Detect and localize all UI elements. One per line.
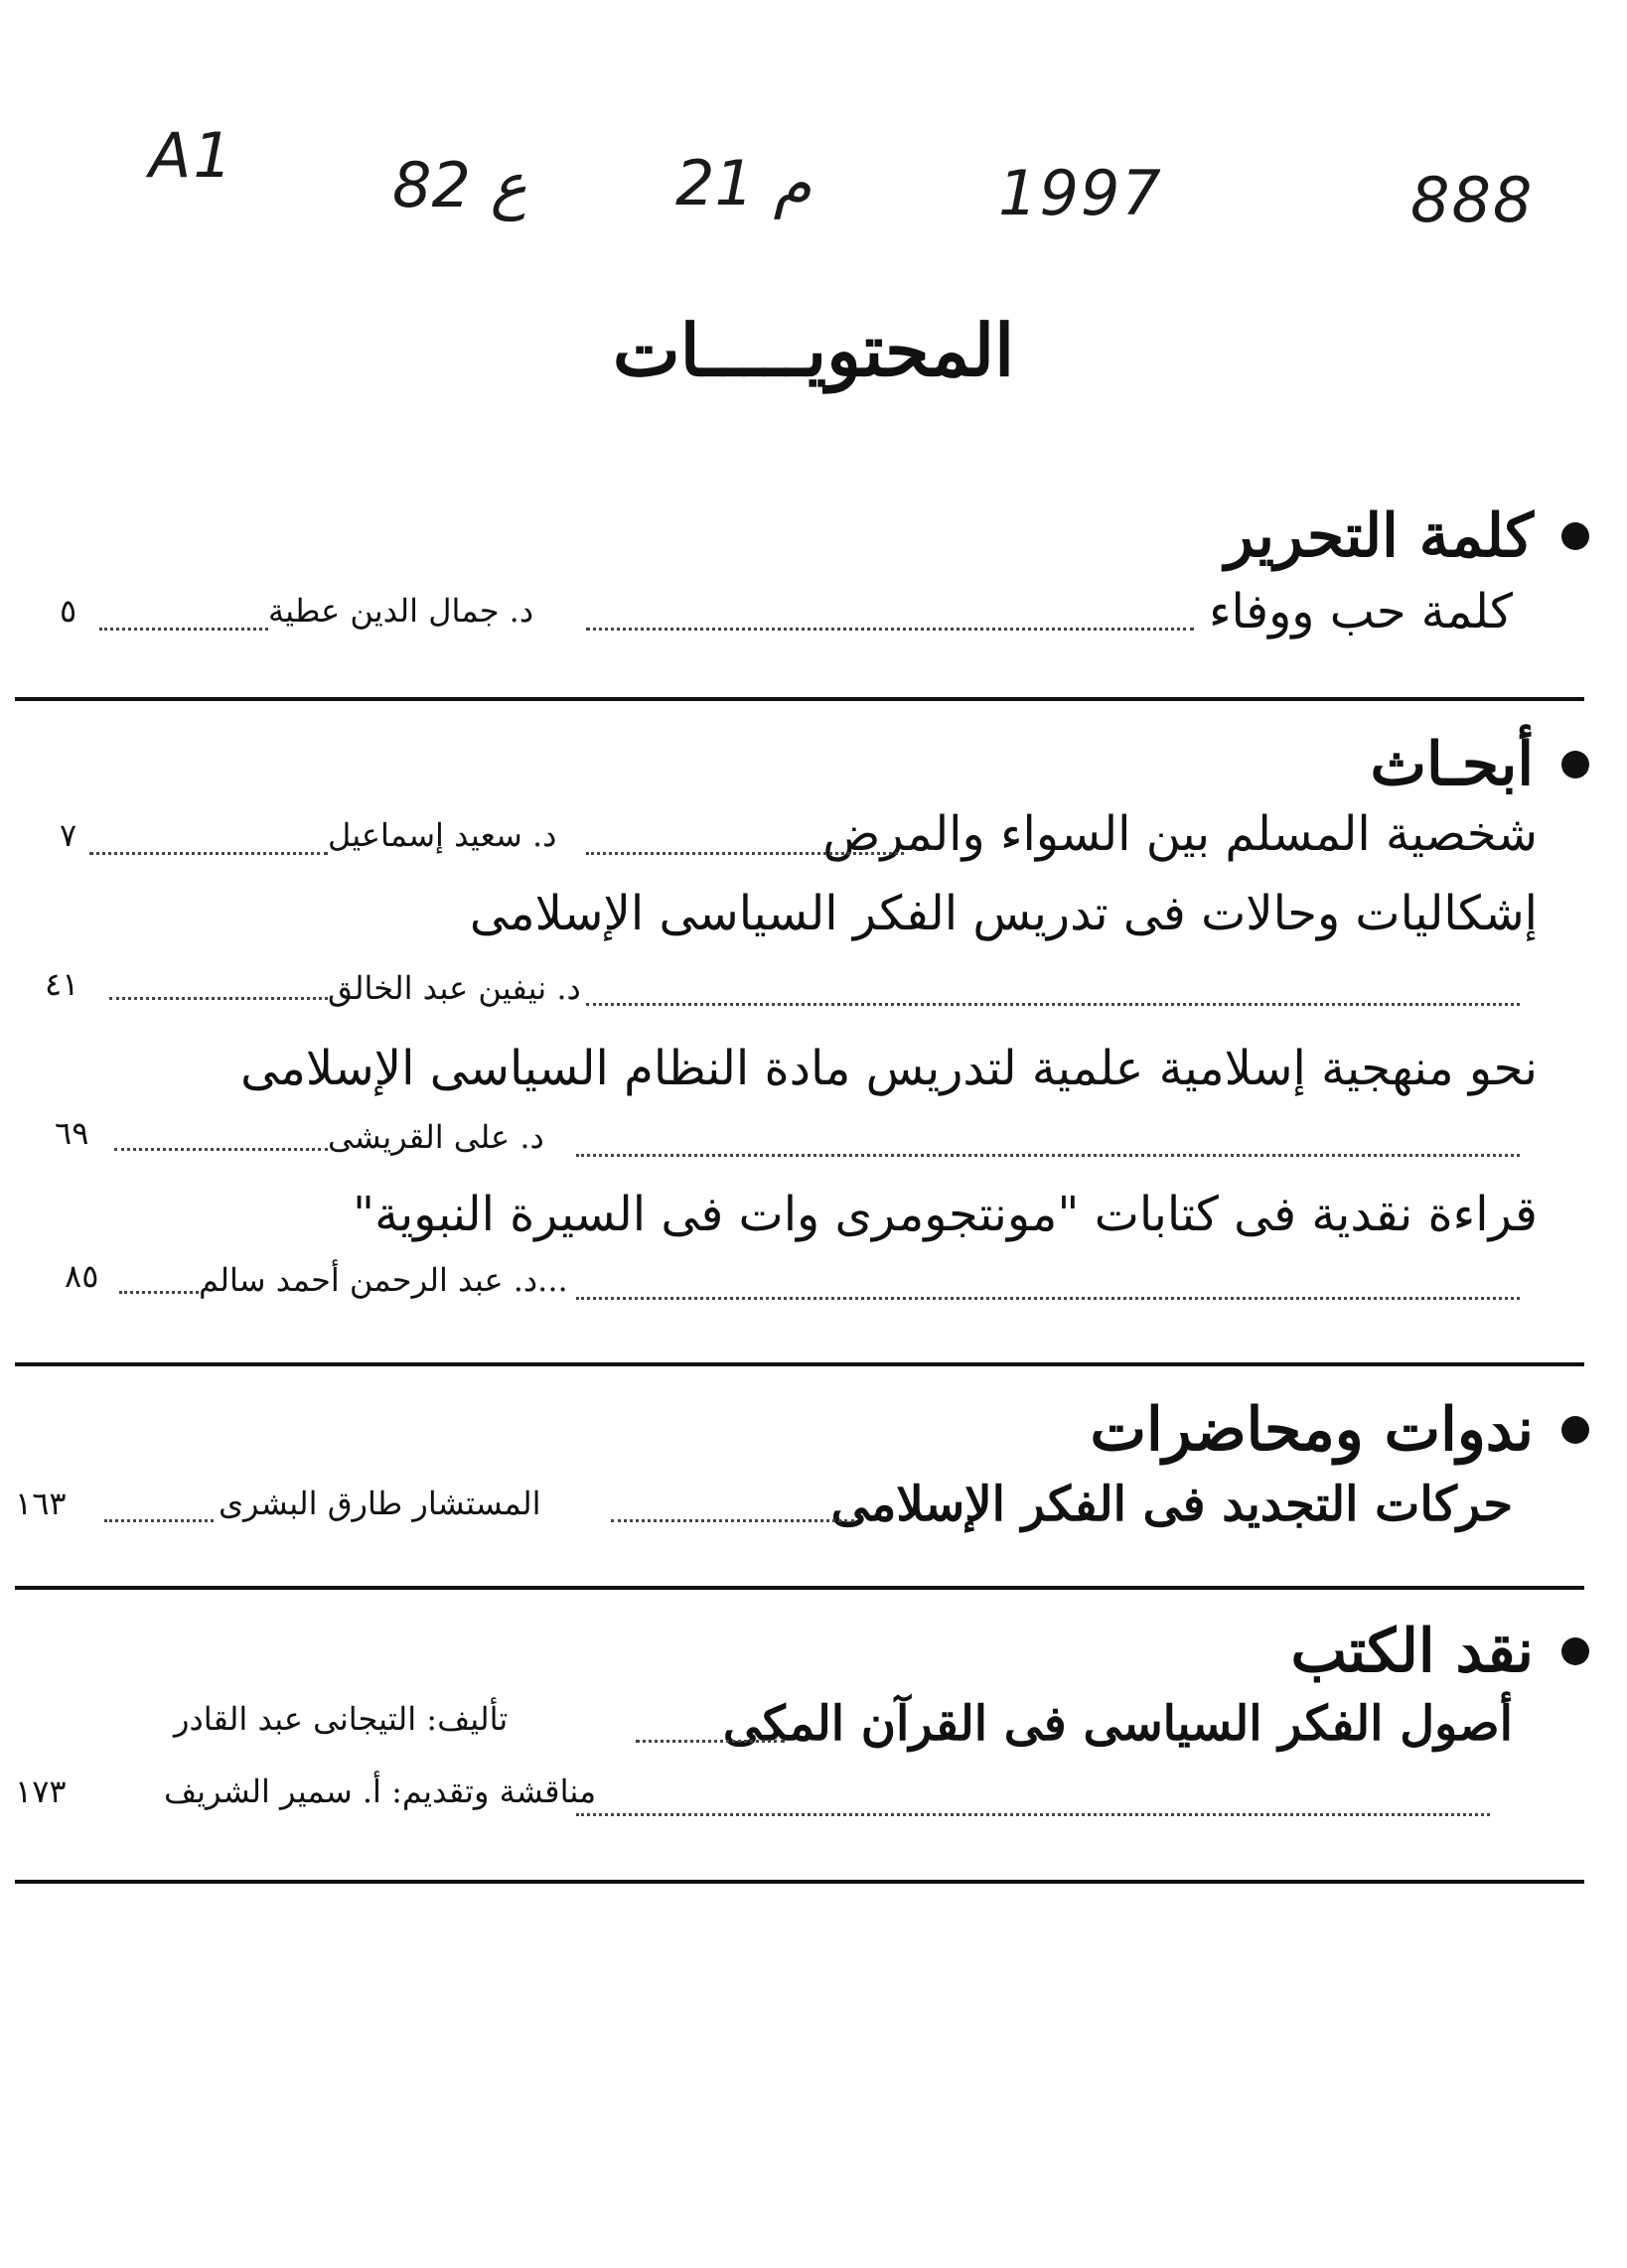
entry-author: المستشار طارق البشرى [219, 1485, 541, 1522]
handwritten-note-3: 21 م [675, 147, 812, 219]
leader-dots [586, 1003, 1520, 1006]
leader-dots [576, 1813, 1490, 1816]
handwritten-note-2: 82 ع [392, 149, 527, 221]
leader-dots [611, 1519, 854, 1522]
entry-co-author: مناقشة وتقديم: أ. سمير الشريف [164, 1772, 597, 1810]
entry-page: ٦٩ [55, 1114, 89, 1152]
entry-author: ...د. عبد الرحمن أحمد سالم [199, 1261, 568, 1299]
page-title: المحتويـــــات [612, 308, 1015, 392]
leader-dots [99, 628, 268, 631]
leader-dots [576, 1154, 1520, 1157]
entry-title: قراءة نقدية فى كتابات "مونتجومرى وات فى السيرة النبوية" [353, 1187, 1538, 1242]
leader-dots [636, 1740, 785, 1743]
section-heading-label: ندوات ومحاضرات [1090, 1395, 1534, 1465]
section-heading-book-reviews [1290, 1617, 1589, 1686]
entry-title: أصول الفكر السياسى فى القرآن المكى [722, 1696, 1513, 1752]
bullet-icon [1561, 522, 1589, 550]
section-heading-seminars [1090, 1395, 1589, 1465]
entry-page: ١٧٣ [15, 1772, 67, 1810]
section-heading-editorial [1225, 501, 1589, 571]
section-divider [15, 1362, 1584, 1366]
entry-author: د. سعيد إسماعيل [328, 816, 557, 854]
entry-title: حركات التجديد فى الفكر الإسلامى [830, 1477, 1513, 1532]
leader-dots [89, 852, 328, 855]
leader-dots [586, 852, 904, 855]
handwritten-note-4: 1997 [998, 157, 1163, 229]
entry-title: شخصية المسلم بين السواء والمرض [822, 806, 1538, 862]
entry-title: نحو منهجية إسلامية علمية لتدريس مادة النظام السياسى الإسلامى [240, 1041, 1538, 1096]
entry-author: د. نيفين عبد الخالق [328, 969, 581, 1007]
section-divider [15, 1880, 1584, 1884]
section-heading-label: كلمة التحرير [1225, 501, 1534, 571]
bullet-icon [1561, 1416, 1589, 1444]
entry-author: تأليف: التيجانى عبد القادر [174, 1700, 509, 1738]
leader-dots [104, 1519, 214, 1522]
leader-dots [114, 1148, 328, 1151]
entry-author: د. على القريشى [328, 1118, 544, 1156]
entry-page: ٧ [60, 816, 77, 854]
leader-dots [119, 1291, 199, 1294]
section-divider [15, 697, 1584, 701]
handwritten-note-1: A1 [149, 119, 234, 192]
leader-dots [586, 628, 1194, 631]
entry-page: ٨٥ [65, 1257, 99, 1295]
entry-page: ١٦٣ [15, 1485, 67, 1522]
section-heading-research [1371, 730, 1589, 799]
entry-page: ٤١ [45, 965, 79, 1003]
entry-page: ٥ [60, 592, 77, 630]
entry-author: د. جمال الدين عطية [268, 592, 534, 630]
section-heading-label: نقد الكتب [1290, 1617, 1534, 1686]
leader-dots [109, 997, 328, 1000]
leader-dots [576, 1297, 1520, 1300]
section-divider [15, 1586, 1584, 1590]
entry-title: كلمة حب ووفاء [1208, 584, 1513, 639]
bullet-icon [1561, 751, 1589, 779]
handwritten-note-5: 888 [1410, 164, 1535, 236]
section-heading-label: أبحـاث [1370, 730, 1534, 799]
bullet-icon [1561, 1637, 1589, 1665]
entry-title: إشكاليات وحالات فى تدريس الفكر السياسى الإسلامى [469, 886, 1538, 941]
